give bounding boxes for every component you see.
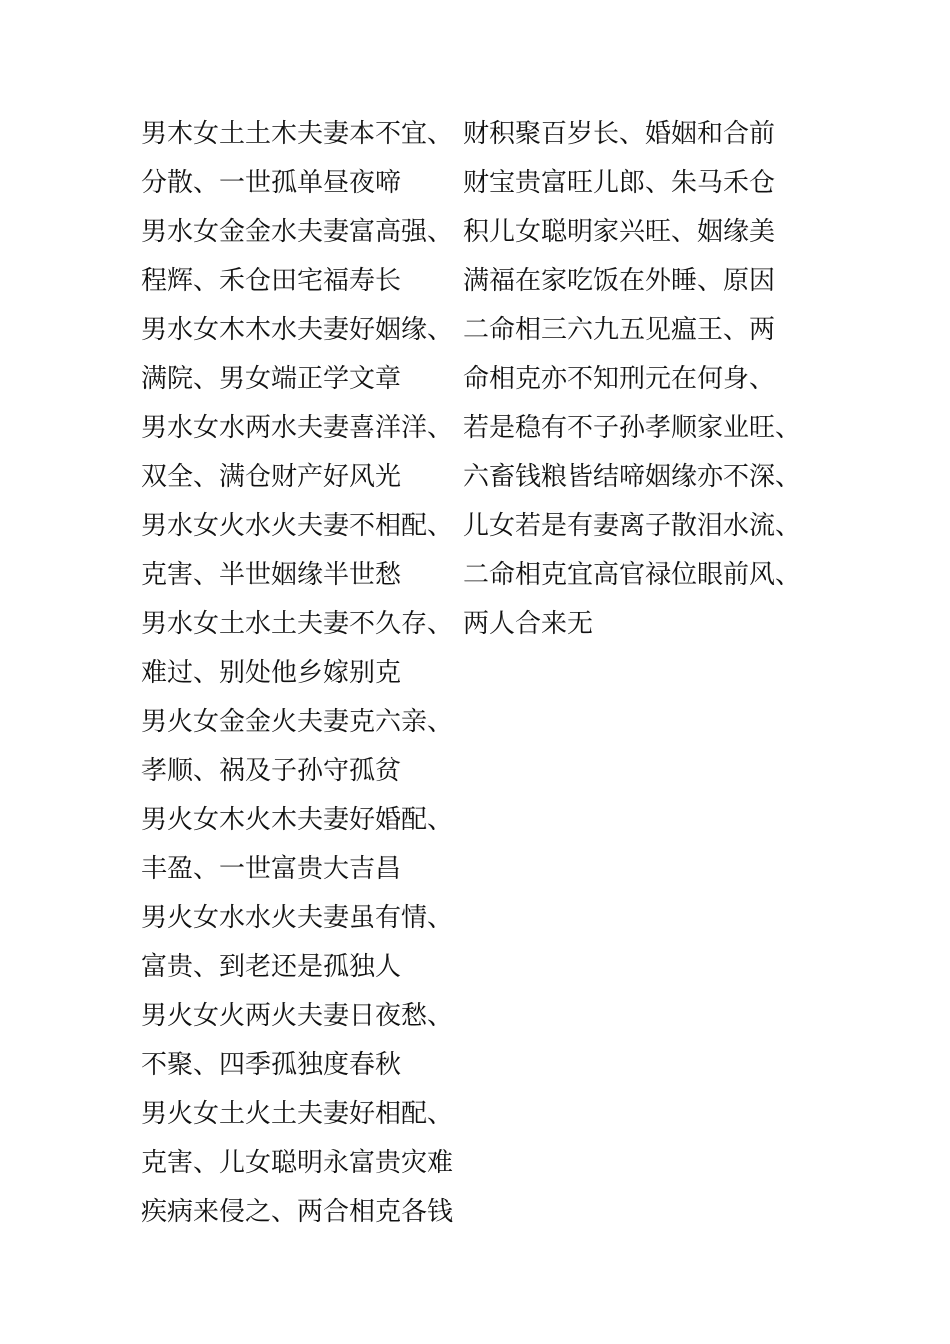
text-line: 二命相克宜高官禄位眼前风、 bbox=[463, 560, 802, 590]
text-line: 命相克亦不知刑元在何身、 bbox=[463, 364, 776, 394]
text-line: 两人合来无 bbox=[463, 609, 594, 639]
text-line: 双全、满仓财产好风光 bbox=[141, 462, 402, 492]
text-line: 男水女木木水夫妻好姻缘、 bbox=[141, 315, 454, 345]
text-line: 孝顺、祸及子孙守孤贫 bbox=[141, 756, 402, 786]
right-text-column bbox=[463, 110, 802, 649]
text-line: 男水女金金水夫妻富高强、 bbox=[141, 217, 454, 247]
text-line: 男水女水两水夫妻喜洋洋、 bbox=[141, 413, 454, 443]
text-line: 男火女火两火夫妻日夜愁、 bbox=[141, 1001, 454, 1031]
text-line: 男木女土土木夫妻本不宜、 bbox=[141, 119, 454, 149]
text-line: 克害、儿女聪明永富贵灾难 bbox=[141, 1148, 454, 1178]
text-line: 富贵、到老还是孤独人 bbox=[141, 952, 402, 982]
text-line: 分散、一世孤单昼夜啼 bbox=[141, 168, 402, 198]
text-line: 财宝贵富旺儿郎、朱马禾仓 bbox=[463, 168, 776, 198]
text-line: 男火女木火木夫妻好婚配、 bbox=[141, 805, 454, 835]
text-line: 儿女若是有妻离子散泪水流、 bbox=[463, 511, 802, 541]
text-line: 克害、半世姻缘半世愁 bbox=[141, 560, 402, 590]
left-text-column bbox=[141, 110, 456, 1237]
text-line: 不聚、四季孤独度春秋 bbox=[141, 1050, 402, 1080]
text-line: 积儿女聪明家兴旺、姻缘美 bbox=[463, 217, 776, 247]
text-line: 六畜钱粮皆结啼姻缘亦不深、 bbox=[463, 462, 802, 492]
text-line: 程辉、禾仓田宅福寿长 bbox=[141, 266, 402, 296]
text-line: 疾病来侵之、两合相克各钱 bbox=[141, 1197, 454, 1227]
text-line: 男火女金金火夫妻克六亲、 bbox=[141, 707, 454, 737]
text-line: 丰盈、一世富贵大吉昌 bbox=[141, 854, 402, 884]
text-line: 满院、男女端正学文章 bbox=[141, 364, 402, 394]
text-line: 二命相三六九五见瘟王、两 bbox=[463, 315, 776, 345]
text-line: 男火女水水火夫妻虽有情、 bbox=[141, 903, 454, 933]
text-line: 难过、别处他乡嫁别克 bbox=[141, 658, 402, 688]
text-line: 满福在家吃饭在外睡、原因 bbox=[463, 266, 776, 296]
text-line: 男水女火水火夫妻不相配、 bbox=[141, 511, 454, 541]
text-line: 若是稳有不子孙孝顺家业旺、 bbox=[463, 413, 802, 443]
text-line: 男火女土火土夫妻好相配、 bbox=[141, 1099, 454, 1129]
text-line: 财积聚百岁长、婚姻和合前 bbox=[463, 119, 776, 149]
text-line: 男水女土水土夫妻不久存、 bbox=[141, 609, 454, 639]
